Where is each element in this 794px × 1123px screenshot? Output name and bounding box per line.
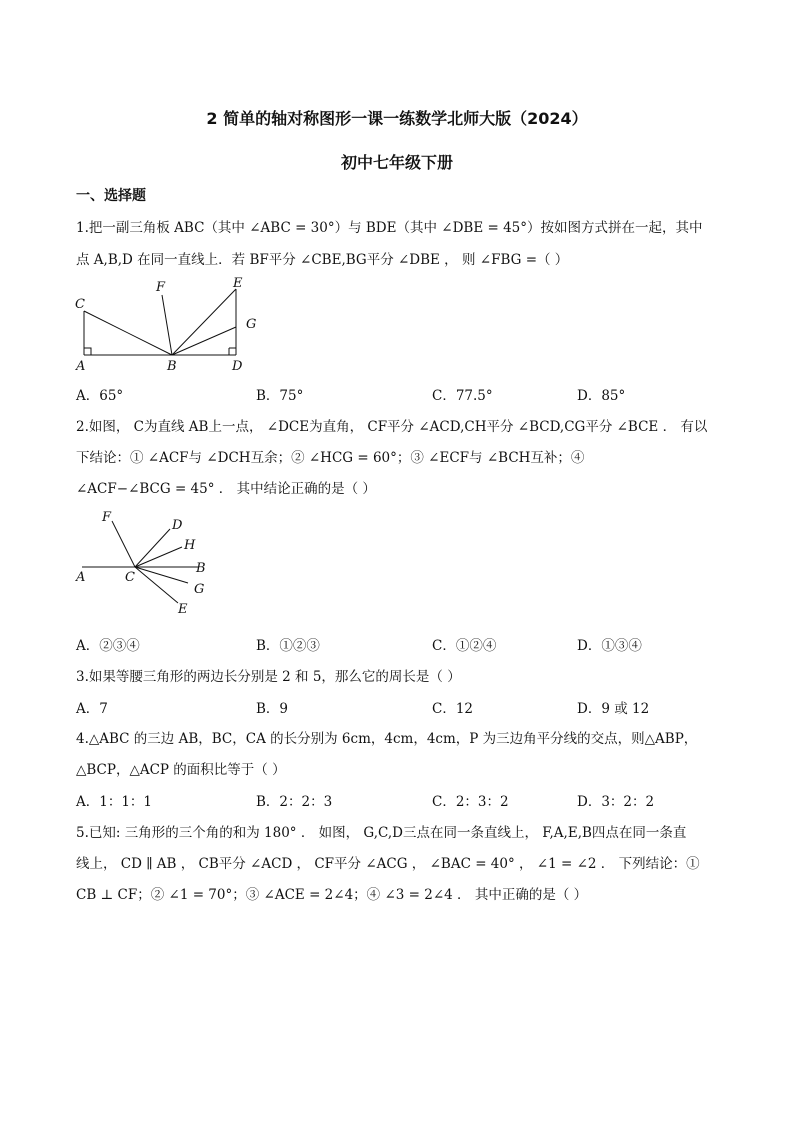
- q2-label-d: D: [172, 518, 183, 533]
- q2-label-h: H: [184, 538, 196, 553]
- q1-text-line2: 点 A,B,D 在同一直线上．若 BF平分 ∠CBE,BG平分 ∠DBE ， 则 ∠FBG =（ ）: [76, 252, 569, 268]
- q1-label-e: E: [233, 276, 243, 291]
- q1-text-line1: 1.把一副三角板 ABC（其中 ∠ABC = 30°）与 BDE（其中 ∠DBE = 45°）按如图方式拼在一起，其中: [76, 220, 703, 236]
- q4-text-line1: 4.△ABC 的三边 AB，BC，CA 的长分别为 6cm，4cm，4cm，P 为三边角平分线的交点，则△ABP，: [76, 731, 698, 747]
- q5-text-line2: 线上， CD ∥ AB ， CB平分 ∠ACD ， CF平分 ∠ACG ， ∠BAC = 40° ， ∠1 = ∠2 ． 下列结论：①: [76, 856, 700, 872]
- q2-label-g: G: [194, 582, 205, 597]
- q2-figure: [70, 505, 220, 620]
- q3-text-line1: 3.如果等腰三角形的两边长分别是 2 和 5，那么它的周长是（ ）: [76, 669, 461, 685]
- q2-label-f: F: [102, 510, 112, 525]
- q1-figure: [70, 275, 270, 375]
- q2-option-a: A．②③④: [76, 638, 140, 654]
- q3-option-a: A．7: [76, 701, 108, 717]
- q1-label-g: G: [246, 317, 257, 332]
- q1-label-a: A: [76, 359, 86, 374]
- q2-text-line2: 下结论：① ∠ACF与 ∠DCH互余；② ∠HCG = 60°；③ ∠ECF与 ∠BCH互补；④: [76, 450, 585, 466]
- page-subtitle: 初中七年级下册: [340, 153, 453, 172]
- q4-option-d: D．3：2：2: [577, 794, 655, 810]
- q1-option-a: A．65°: [76, 388, 124, 404]
- q2-label-c: C: [125, 570, 135, 585]
- q3-option-d: D．9 或 12: [577, 701, 650, 717]
- q1-option-c: C．77.5°: [432, 388, 493, 404]
- q4-option-a: A．1：1：1: [76, 794, 153, 810]
- q1-label-f: F: [156, 280, 166, 295]
- q1-label-c: C: [75, 297, 85, 312]
- q2-text-line3: ∠ACF−∠BCG = 45° ． 其中结论正确的是（ ）: [76, 481, 376, 497]
- q3-option-c: C．12: [432, 701, 474, 717]
- q3-option-b: B．9: [256, 701, 289, 717]
- q2-label-e: E: [178, 602, 188, 617]
- q5-text-line1: 5.已知: 三角形的三个角的和为 180° ． 如图， G,C,D三点在同一条直线上， F,A,E,B四点在同一条直: [76, 825, 687, 841]
- q2-label-b: B: [196, 561, 206, 576]
- q2-label-a: A: [76, 570, 86, 585]
- q1-label-d: D: [232, 359, 243, 374]
- q1-label-b: B: [167, 359, 177, 374]
- q2-text-line1: 2.如图， C为直线 AB上一点， ∠DCE为直角， CF平分 ∠ACD,CH平分 ∠BCD,CG平分 ∠BCE ． 有以: [76, 419, 708, 435]
- q4-option-b: B．2：2：3: [256, 794, 333, 810]
- page-title: 2 简单的轴对称图形一课一练数学北师大版（2024）: [206, 109, 588, 128]
- q1-option-b: B．75°: [256, 388, 304, 404]
- q2-option-b: B．①②③: [256, 638, 320, 654]
- q4-text-line2: △BCP，△ACP 的面积比等于（ ）: [76, 762, 286, 778]
- section-heading: 一、选择题: [76, 188, 146, 204]
- q4-option-c: C．2：3：2: [432, 794, 509, 810]
- q2-option-c: C．①②④: [432, 638, 497, 654]
- q1-option-d: D．85°: [577, 388, 626, 404]
- q2-option-d: D．①③④: [577, 638, 642, 654]
- q5-text-line3: CB ⊥ CF；② ∠1 = 70°；③ ∠ACE = 2∠4；④ ∠3 = 2∠4 ． 其中正确的是（ ）: [76, 887, 588, 903]
